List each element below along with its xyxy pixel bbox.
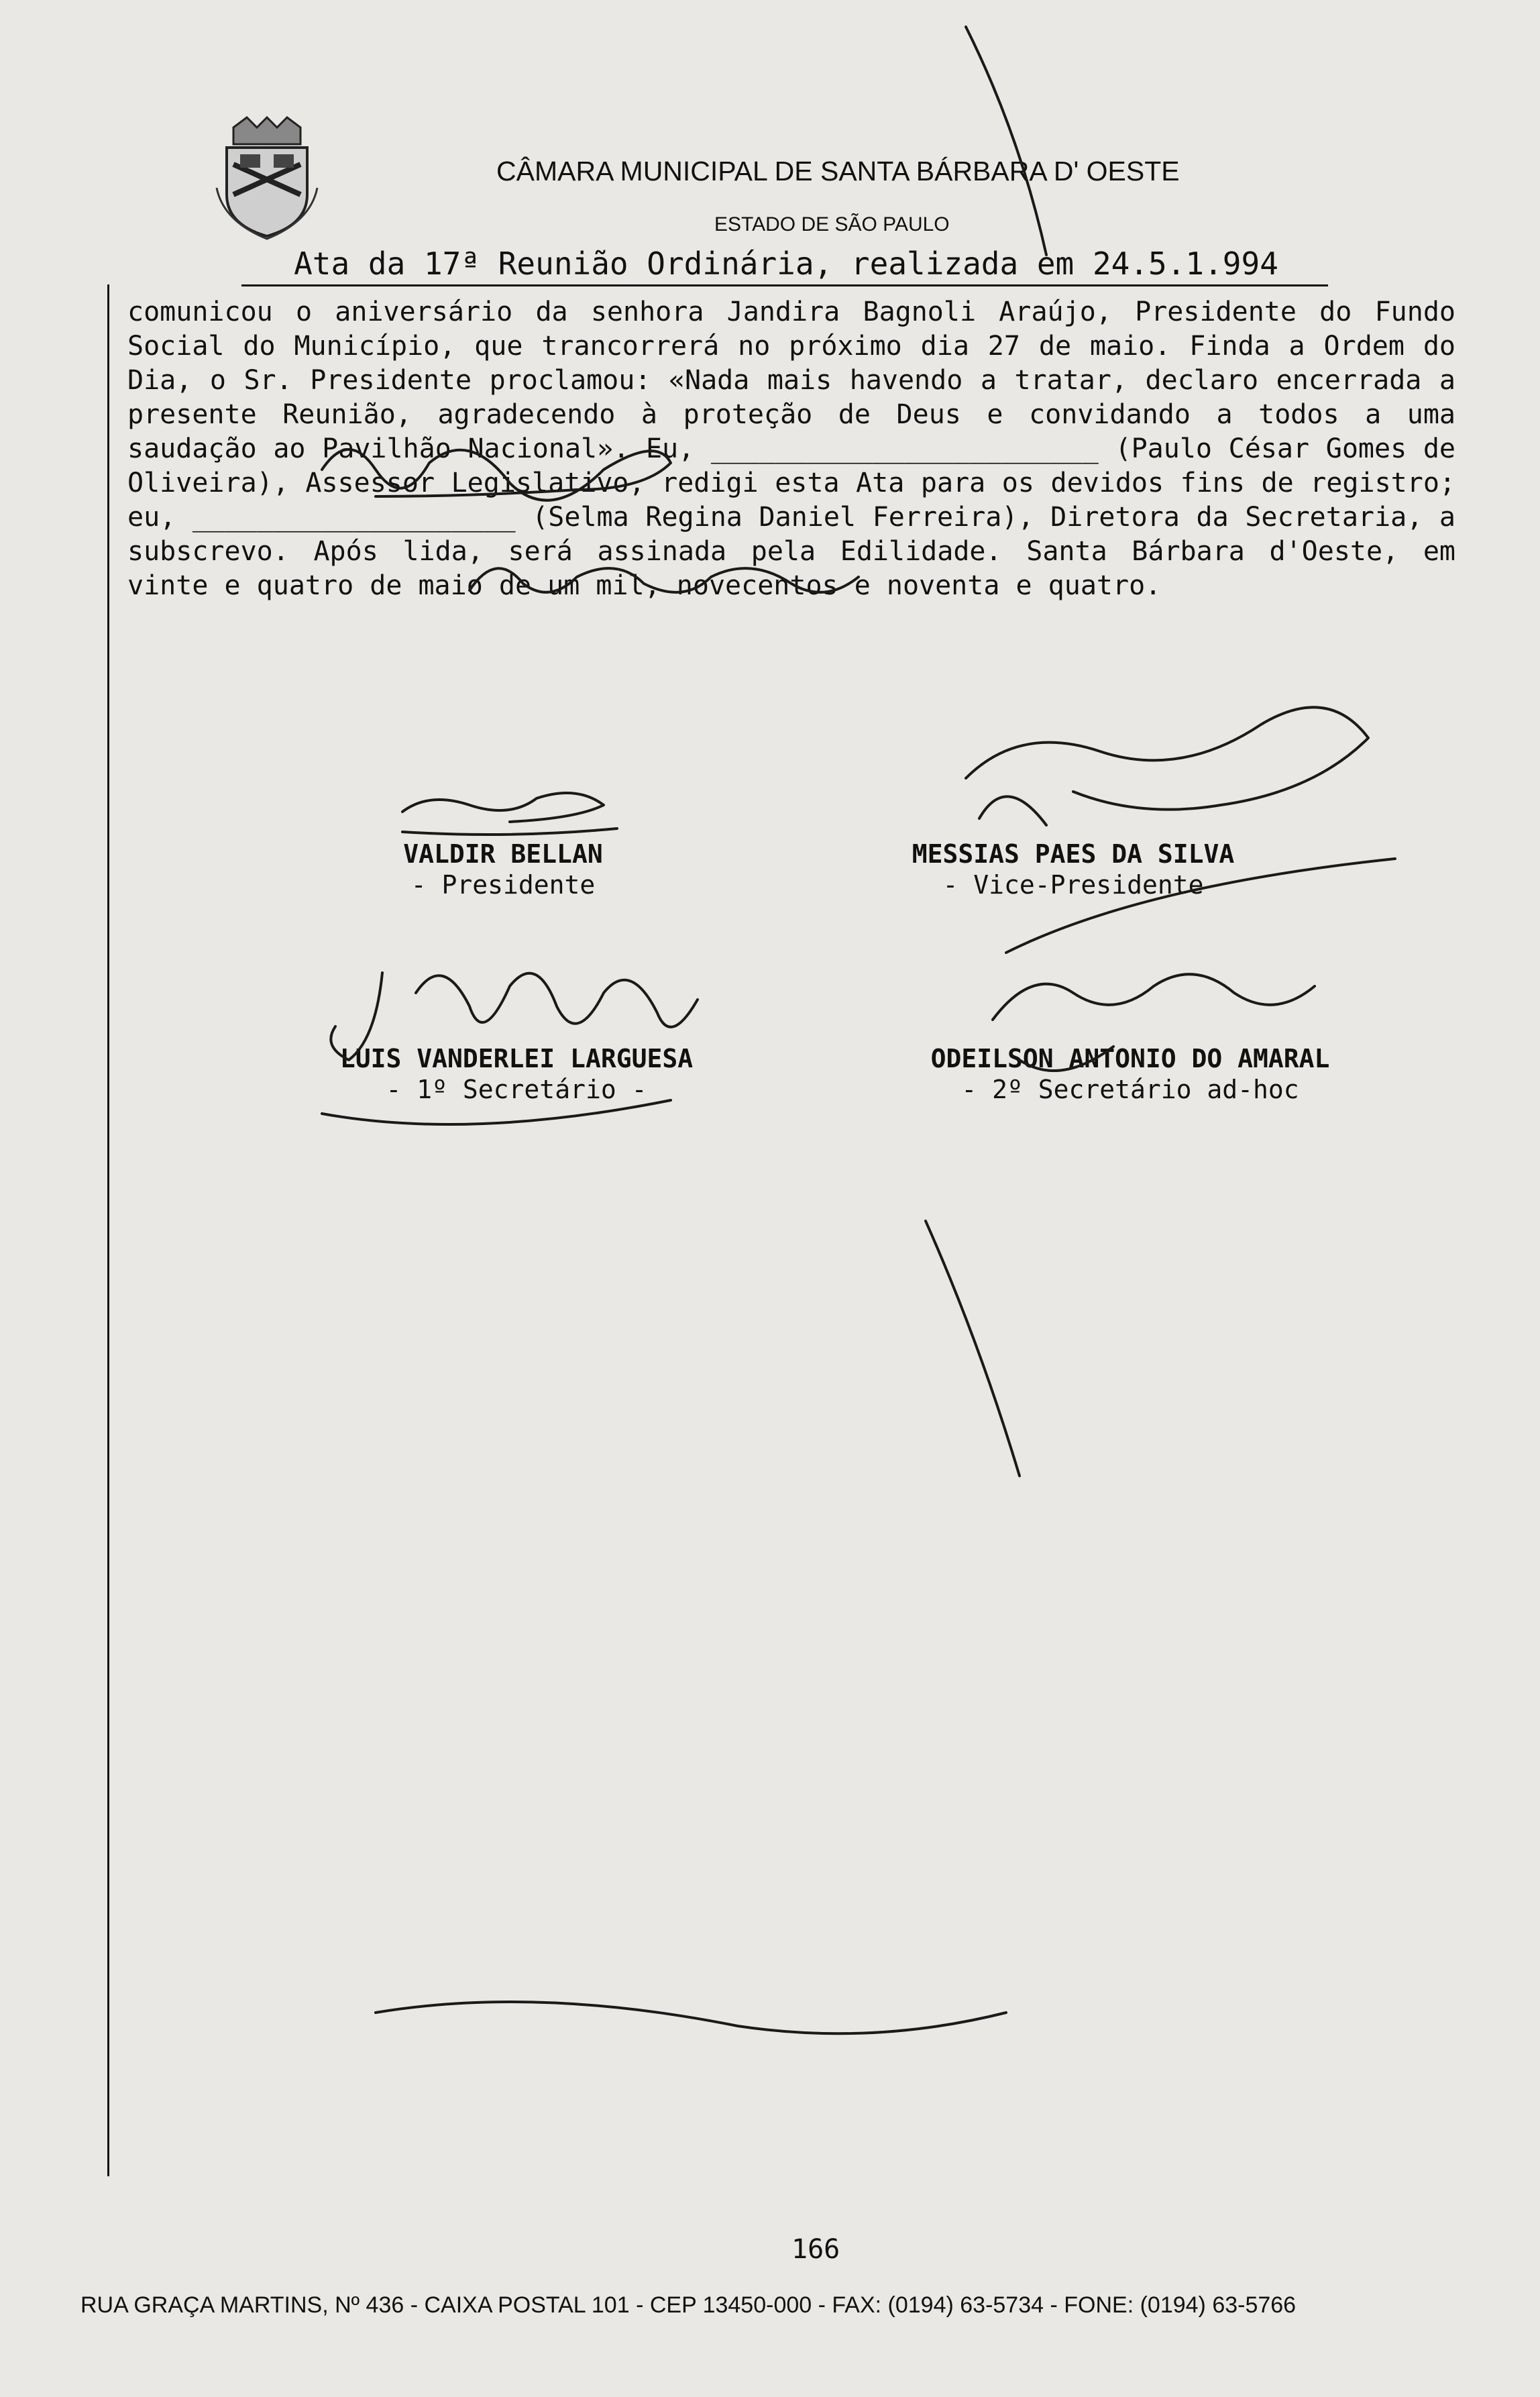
signatory-name: ODEILSON ANTONIO DO AMARAL	[930, 1044, 1330, 1073]
minutes-paragraph: comunicou o aniversário da senhora Jandira Bagnoli Araújo, Presidente do Fundo Social do Município, que trancorrerá no próximo dia 27 de maio. Finda a Ordem do Dia, o Sr. Presidente proclamou: «Nada mais havendo a tratar, declaro encerrada a presente Reunião, agradecendo à proteção de Deus e convidando a todos a uma saudação ao Pavilhão Nacional». Eu, ________________________ (Paulo César Gomes de Oliveira), Assessor Legislativo, redigi esta Ata para os devidos fins de registro; eu, ____________________ (Selma Regina Daniel Ferreira), Diretora da Secretaria, a subscrevo. Após lida, será assinada pela Edilidade. Santa Bárbara d'Oeste, em vinte e quatro de maio de um mil, novecentos e noventa e quatro.	[127, 297, 1455, 601]
signature-block-first-secretary	[241, 1043, 791, 1105]
state-name: ESTADO DE SÃO PAULO	[714, 213, 950, 235]
signatory-role: - 2º Secretário ad-hoc	[961, 1075, 1299, 1104]
signature-block-second-secretary	[818, 1043, 1442, 1105]
signatory-name: LUIS VANDERLEI LARGUESA	[339, 1044, 694, 1073]
signatory-role: - Vice-Presidente	[942, 870, 1204, 900]
footer-address: RUA GRAÇA MARTINS, Nº 436 - CAIXA POSTAL 101 - CEP 13450-000 - FAX: (0194) 63-5734 - FONE: (0194) 63-5766	[80, 2292, 1297, 2318]
signatory-role: - 1º Secretário -	[386, 1075, 647, 1104]
signature-block-president	[315, 839, 691, 900]
signature-block-vice-president	[818, 839, 1328, 900]
signatory-name: MESSIAS PAES DA SILVA	[912, 839, 1235, 869]
coat-of-arms-icon	[213, 114, 321, 242]
signature-vice-president	[966, 707, 1368, 825]
signature-president	[402, 793, 617, 835]
signatory-name: VALDIR BELLAN	[403, 839, 603, 869]
page-title: Ata da 17ª Reunião Ordinária, realizada em 24.5.1.994	[294, 246, 1278, 282]
minutes-text	[127, 295, 1455, 603]
margin-rule	[107, 284, 109, 2176]
title-underline	[241, 284, 1328, 286]
chamber-name: CÂMARA MUNICIPAL DE SANTA BÁRBARA D' OESTE	[496, 156, 1180, 187]
signatory-role: - Presidente	[410, 870, 596, 900]
page-number: 166	[791, 2234, 840, 2265]
